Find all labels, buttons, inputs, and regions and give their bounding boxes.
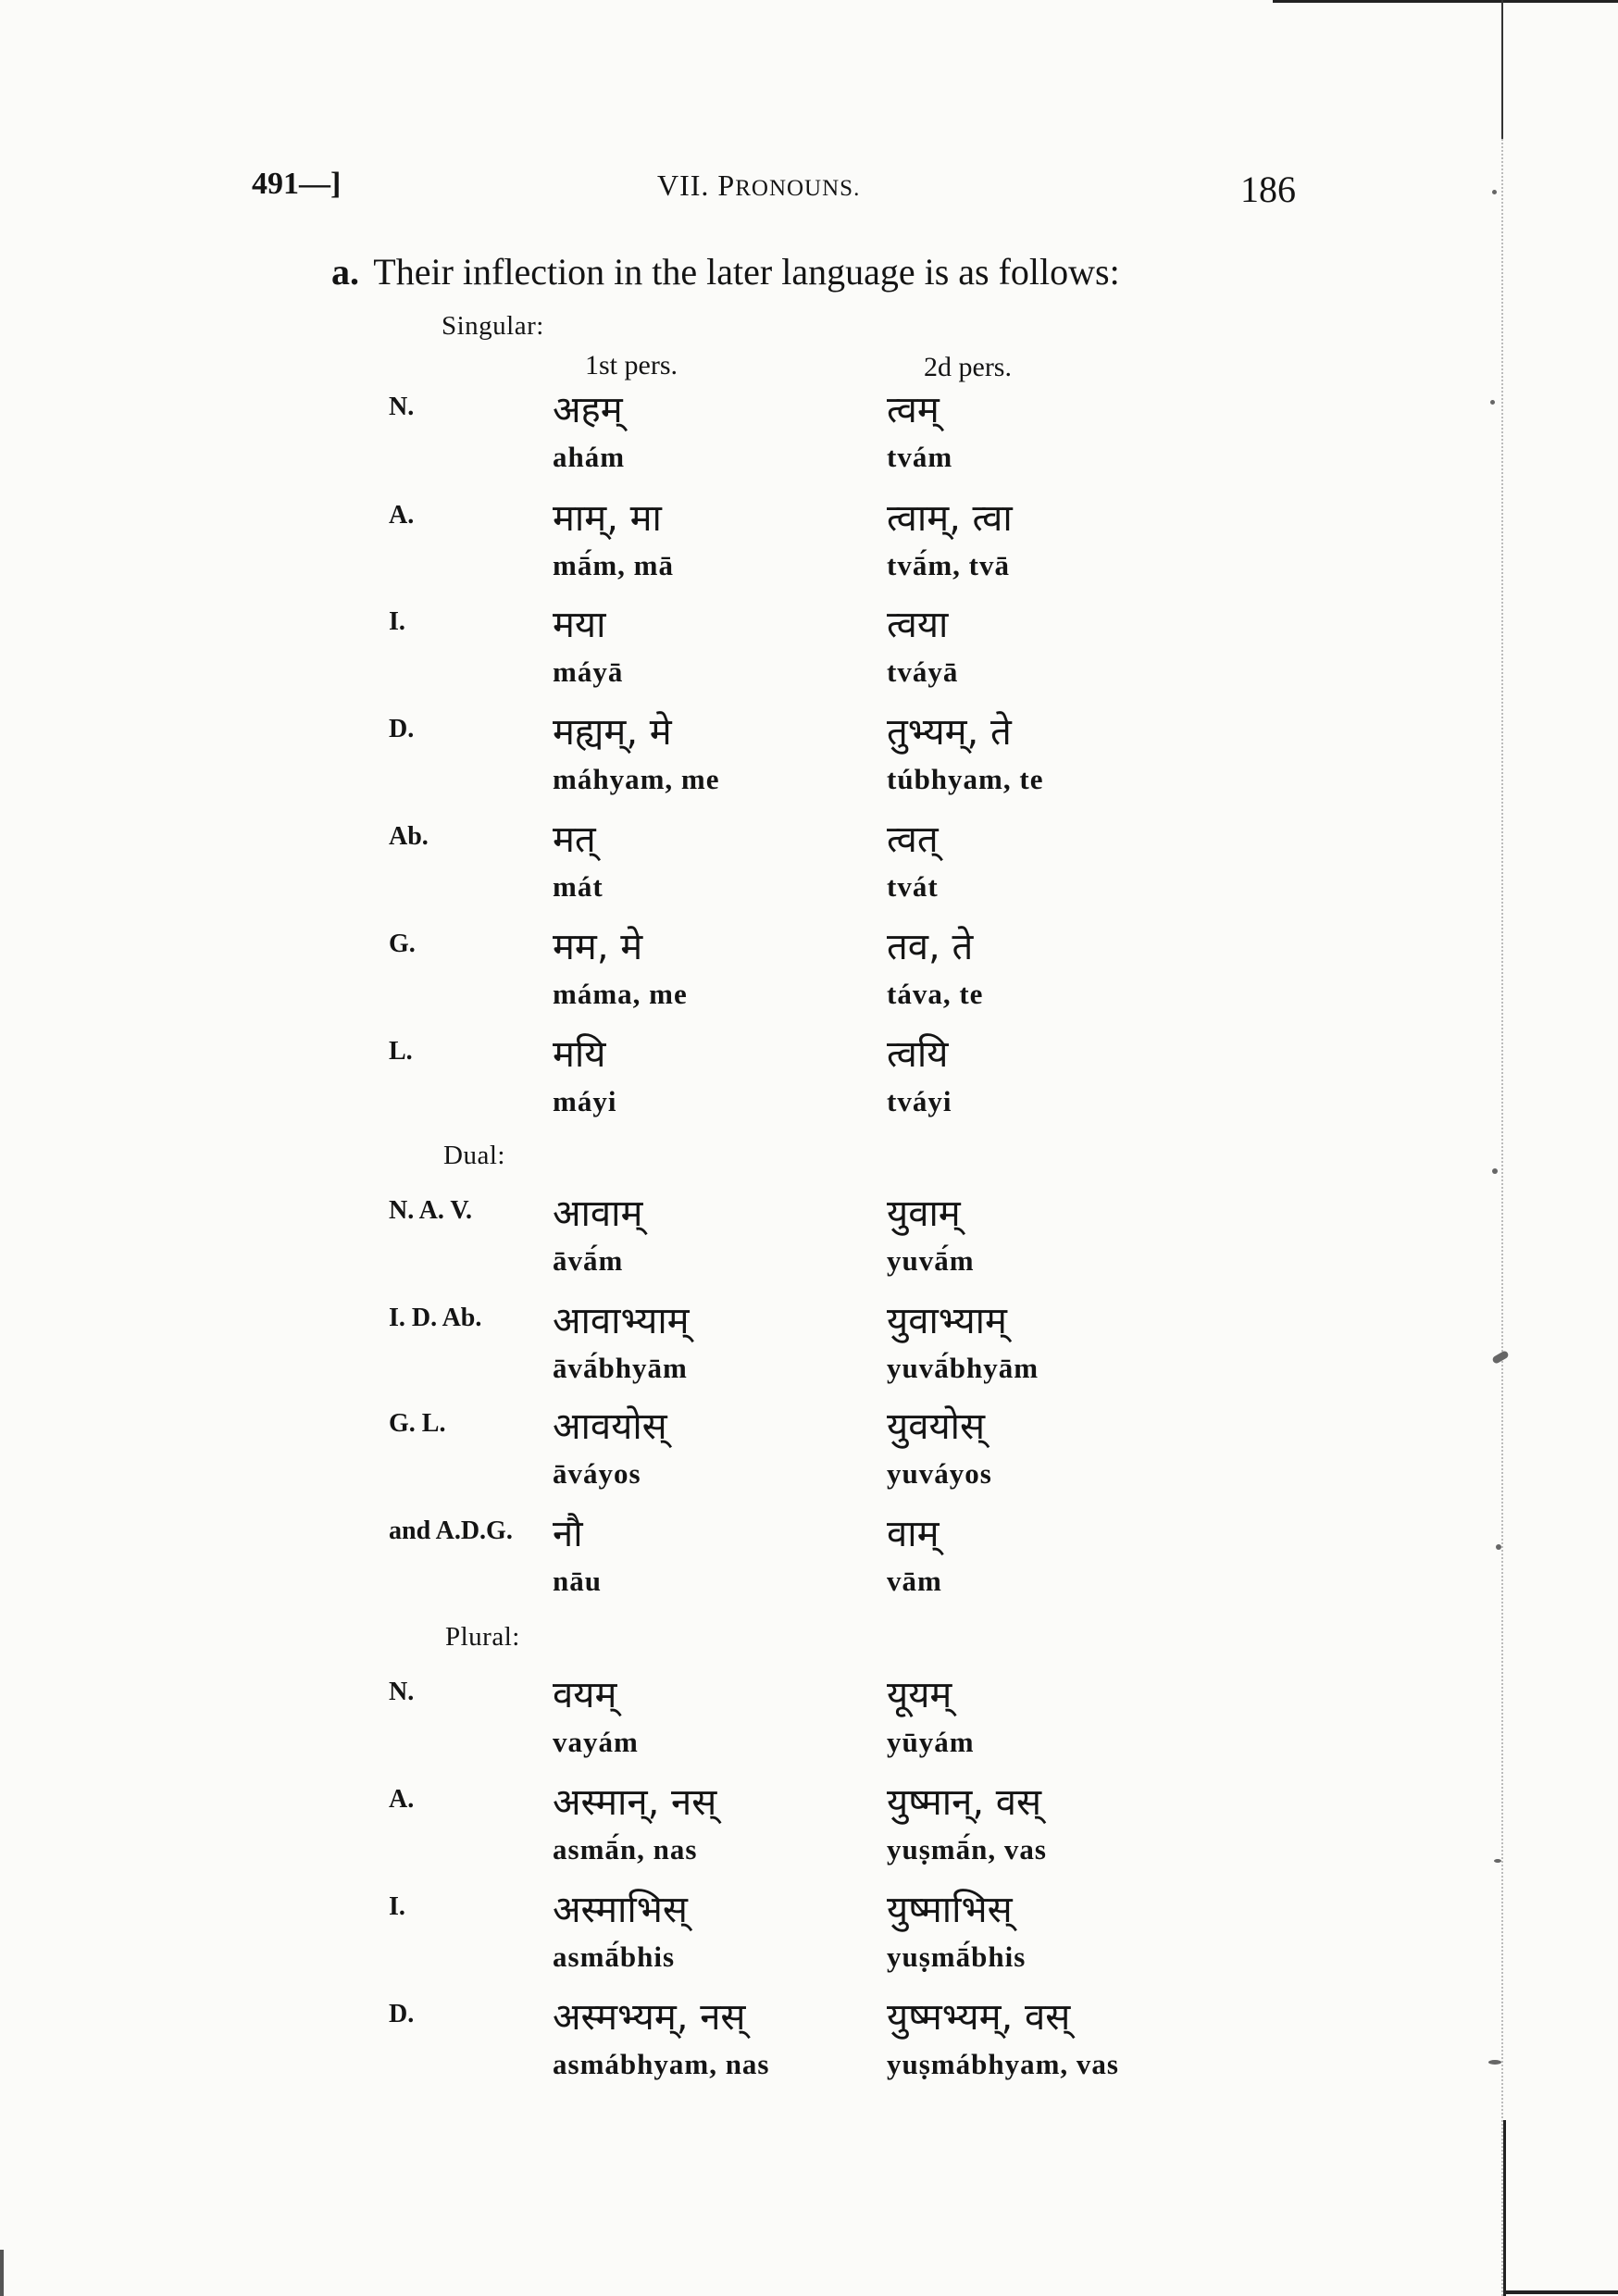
first-person-devanagari: अस्मभ्यम्, नस् xyxy=(553,1996,746,2039)
case-label: N. xyxy=(389,393,415,421)
case-label: A. xyxy=(389,501,415,530)
first-person-devanagari: अस्मान्, नस् xyxy=(553,1781,717,1824)
first-person-transliteration: āvā́m xyxy=(553,1244,624,1277)
first-person-transliteration: máyi xyxy=(553,1085,617,1117)
second-person-transliteration: yuváyos xyxy=(887,1457,992,1490)
first-person-devanagari: नौ xyxy=(553,1513,583,1555)
intro-paragraph xyxy=(331,250,1313,293)
paradigm-row xyxy=(0,1781,1618,1889)
intro-text: Their inflection in the later language is as follows: xyxy=(373,251,1120,293)
second-person-devanagari: युष्मान्, वस् xyxy=(887,1781,1042,1824)
case-label: I. xyxy=(389,1892,405,1921)
first-person-transliteration: asmábhyam, nas xyxy=(553,2048,770,2080)
second-person-transliteration: yuvā́bhyām xyxy=(887,1352,1039,1384)
second-person-devanagari: युवाम् xyxy=(887,1192,961,1235)
paradigm-row xyxy=(0,818,1618,926)
first-person-devanagari: मयि xyxy=(553,1033,606,1076)
scan-speck xyxy=(1492,190,1497,194)
second-person-transliteration: yuvā́m xyxy=(887,1244,975,1277)
first-person-devanagari: वयम् xyxy=(553,1674,617,1716)
second-person-devanagari: तव, ते xyxy=(887,926,974,968)
scan-edge-right xyxy=(1501,0,1503,139)
group-label-plural: Plural: xyxy=(445,1622,520,1652)
paradigm-row xyxy=(0,926,1618,1033)
second-person-transliteration: vām xyxy=(887,1565,942,1597)
case-label: N. xyxy=(389,1678,415,1706)
second-person-transliteration: tváyā xyxy=(887,655,959,688)
group-label-singular: Singular: xyxy=(442,311,544,341)
column-header-first-person: 1st pers. xyxy=(585,350,678,381)
second-person-devanagari: युवाभ्याम् xyxy=(887,1300,1007,1342)
second-person-devanagari: त्वाम्, त्वा xyxy=(887,497,1013,540)
second-person-transliteration: tvā́m, tvā xyxy=(887,549,1010,581)
first-person-devanagari: माम्, मा xyxy=(553,497,662,540)
case-label: I. xyxy=(389,607,405,636)
column-header-second-person: 2d pers. xyxy=(924,352,1012,382)
paradigm-row xyxy=(0,1674,1618,1781)
case-label: G. xyxy=(389,930,416,958)
second-person-transliteration: tvát xyxy=(887,870,939,903)
case-label: L. xyxy=(389,1037,413,1066)
first-person-devanagari: अस्माभिस् xyxy=(553,1889,688,1931)
case-label: and A.D.G. xyxy=(389,1516,513,1545)
first-person-transliteration: máyā xyxy=(553,655,624,688)
first-person-devanagari: मम, मे xyxy=(553,926,643,968)
first-person-devanagari: आवाभ्याम् xyxy=(553,1300,690,1342)
page-number: 186 xyxy=(1240,168,1296,210)
case-label: I. D. Ab. xyxy=(389,1304,482,1332)
first-person-devanagari: अहम् xyxy=(553,389,623,431)
intro-label: a. xyxy=(331,251,359,293)
case-label: G. L. xyxy=(389,1409,446,1438)
first-person-devanagari: मत् xyxy=(553,818,596,861)
paradigm-row xyxy=(0,1889,1618,1996)
first-person-devanagari: मया xyxy=(553,604,606,646)
second-person-devanagari: त्वयि xyxy=(887,1033,949,1076)
first-person-transliteration: máma, me xyxy=(553,978,688,1010)
chapter-title-prefix: VII. P xyxy=(657,168,736,202)
chapter-title xyxy=(657,168,860,203)
first-person-transliteration: āvā́bhyām xyxy=(553,1352,688,1384)
first-person-transliteration: máhyam, me xyxy=(553,763,720,795)
case-label: Ab. xyxy=(389,822,429,851)
paradigm-row xyxy=(0,604,1618,711)
section-reference: 491—] xyxy=(252,167,342,201)
case-label: D. xyxy=(389,715,415,743)
paradigm-row xyxy=(0,1192,1618,1300)
first-person-transliteration: asmā́bhis xyxy=(553,1940,676,1973)
first-person-transliteration: asmā́n, nas xyxy=(553,1833,698,1866)
paradigm-row xyxy=(0,1996,1618,2103)
scan-edge-corner-vertical xyxy=(1503,2120,1506,2296)
first-person-devanagari: आवाम् xyxy=(553,1192,643,1235)
second-person-devanagari: तुभ्यम्, ते xyxy=(887,711,1012,754)
second-person-transliteration: yūyám xyxy=(887,1726,975,1758)
second-person-devanagari: त्वत् xyxy=(887,818,939,861)
second-person-devanagari: युवयोस् xyxy=(887,1405,986,1448)
second-person-devanagari: त्वम् xyxy=(887,389,940,431)
first-person-transliteration: mát xyxy=(553,870,604,903)
second-person-devanagari: युष्माभिस् xyxy=(887,1889,1013,1931)
second-person-devanagari: त्वया xyxy=(887,604,949,646)
first-person-transliteration: nāu xyxy=(553,1565,602,1597)
paradigm-row xyxy=(0,711,1618,818)
scan-speck xyxy=(1492,1168,1498,1174)
second-person-transliteration: yuṣmā́n, vas xyxy=(887,1833,1047,1866)
first-person-transliteration: mā́m, mā xyxy=(553,549,674,581)
second-person-transliteration: túbhyam, te xyxy=(887,763,1044,795)
case-label: N. A. V. xyxy=(389,1196,473,1225)
scan-edge-left xyxy=(0,2250,4,2296)
case-label: A. xyxy=(389,1785,415,1814)
second-person-devanagari: वाम् xyxy=(887,1513,940,1555)
first-person-transliteration: ahám xyxy=(553,441,626,473)
paradigm-row xyxy=(0,1300,1618,1407)
paradigm-row xyxy=(0,497,1618,605)
paradigm-row xyxy=(0,1033,1618,1141)
first-person-devanagari: आवयोस् xyxy=(553,1405,667,1448)
second-person-transliteration: táva, te xyxy=(887,978,984,1010)
second-person-transliteration: yuṣmábhyam, vas xyxy=(887,2048,1119,2080)
second-person-transliteration: tváyi xyxy=(887,1085,952,1117)
scan-edge-top xyxy=(1273,0,1618,3)
second-person-devanagari: युष्मभ्यम्, वस् xyxy=(887,1996,1071,2039)
first-person-transliteration: āváyos xyxy=(553,1457,641,1490)
scan-edge-corner-horizontal xyxy=(1503,2290,1618,2294)
second-person-transliteration: yuṣmā́bhis xyxy=(887,1940,1027,1973)
second-person-devanagari: यूयम् xyxy=(887,1674,952,1716)
second-person-transliteration: tvám xyxy=(887,441,953,473)
group-label-dual: Dual: xyxy=(443,1141,505,1170)
first-person-transliteration: vayám xyxy=(553,1726,639,1758)
paradigm-row xyxy=(0,1513,1618,1620)
case-label: D. xyxy=(389,2000,415,2028)
paradigm-row xyxy=(0,389,1618,496)
chapter-title-smallcaps: RONOUNS. xyxy=(735,176,861,201)
paradigm-row xyxy=(0,1405,1618,1513)
first-person-devanagari: मह्यम्, मे xyxy=(553,711,672,754)
